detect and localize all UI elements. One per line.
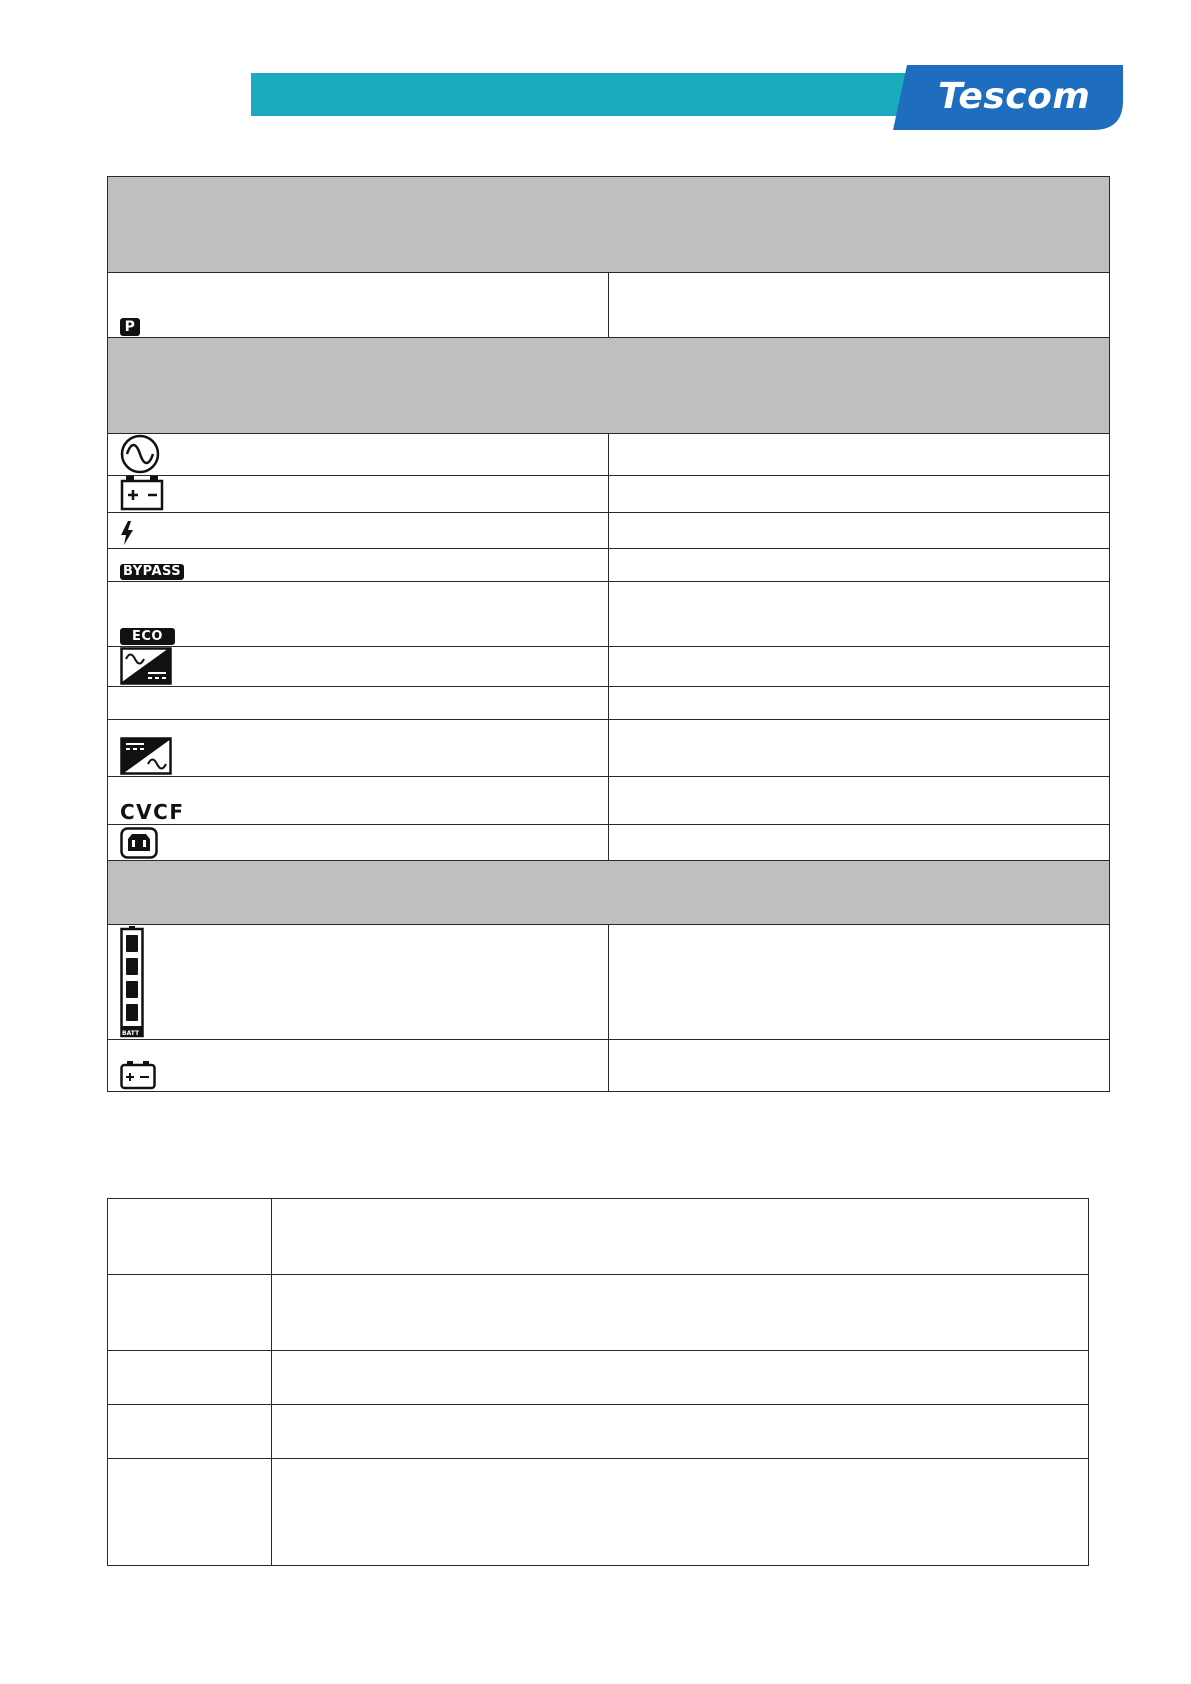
description-cell (609, 513, 1110, 549)
description-cell (609, 687, 1110, 720)
description-cell (609, 273, 1110, 338)
description-cell (609, 647, 1110, 687)
description-cell (272, 1405, 1089, 1459)
description-cell (609, 825, 1110, 861)
icon-cell (108, 825, 609, 861)
section-header-row (108, 177, 1110, 273)
icon-cell (108, 273, 609, 338)
icon-cell (108, 647, 609, 687)
battery-level-bar-icon (120, 926, 144, 1038)
section-header-row (108, 861, 1110, 925)
header-band (251, 73, 911, 116)
description-cell (609, 549, 1110, 582)
description-cell (609, 476, 1110, 513)
rectifier-ac-dc-icon (120, 647, 172, 685)
label-cell (108, 1351, 272, 1405)
label-cell (108, 1405, 272, 1459)
label-cell (108, 1199, 272, 1275)
battery-level-label: BATT (122, 1030, 140, 1037)
description-cell (609, 925, 1110, 1040)
description-cell (609, 582, 1110, 647)
battery-icon (120, 475, 164, 511)
p-icon: P (120, 318, 140, 336)
description-cell (272, 1275, 1089, 1351)
section-header-row (108, 338, 1110, 434)
label-cell (108, 1275, 272, 1351)
icon-cell (108, 777, 609, 825)
description-cell (272, 1351, 1089, 1405)
battery-small-icon (120, 1060, 156, 1090)
icon-cell (108, 434, 609, 476)
description-cell (609, 1040, 1110, 1092)
icon-cell (108, 687, 609, 720)
icon-cell (108, 720, 609, 777)
description-cell (272, 1459, 1089, 1566)
label-cell (108, 1459, 272, 1566)
lightning-bolt-icon (120, 521, 134, 545)
eco-icon: ECO (120, 628, 175, 645)
lower-table (107, 1198, 1089, 1566)
icon-cell (108, 925, 609, 1040)
ac-input-sine-icon (120, 434, 160, 474)
output-socket-icon (120, 827, 158, 859)
bypass-icon: BYPASS (120, 564, 184, 580)
icon-cell (108, 1040, 609, 1092)
description-cell (609, 434, 1110, 476)
description-cell (609, 777, 1110, 825)
icon-cell (108, 476, 609, 513)
icon-cell (108, 513, 609, 549)
brand-logo-text: Tescom (938, 76, 1091, 117)
description-cell (272, 1199, 1089, 1275)
cvcf-icon: CVCF (120, 800, 185, 824)
description-cell (609, 720, 1110, 777)
icon-cell (108, 549, 609, 582)
inverter-dc-ac-icon (120, 737, 172, 775)
icon-cell (108, 582, 609, 647)
lcd-icons-table (107, 176, 1110, 1092)
